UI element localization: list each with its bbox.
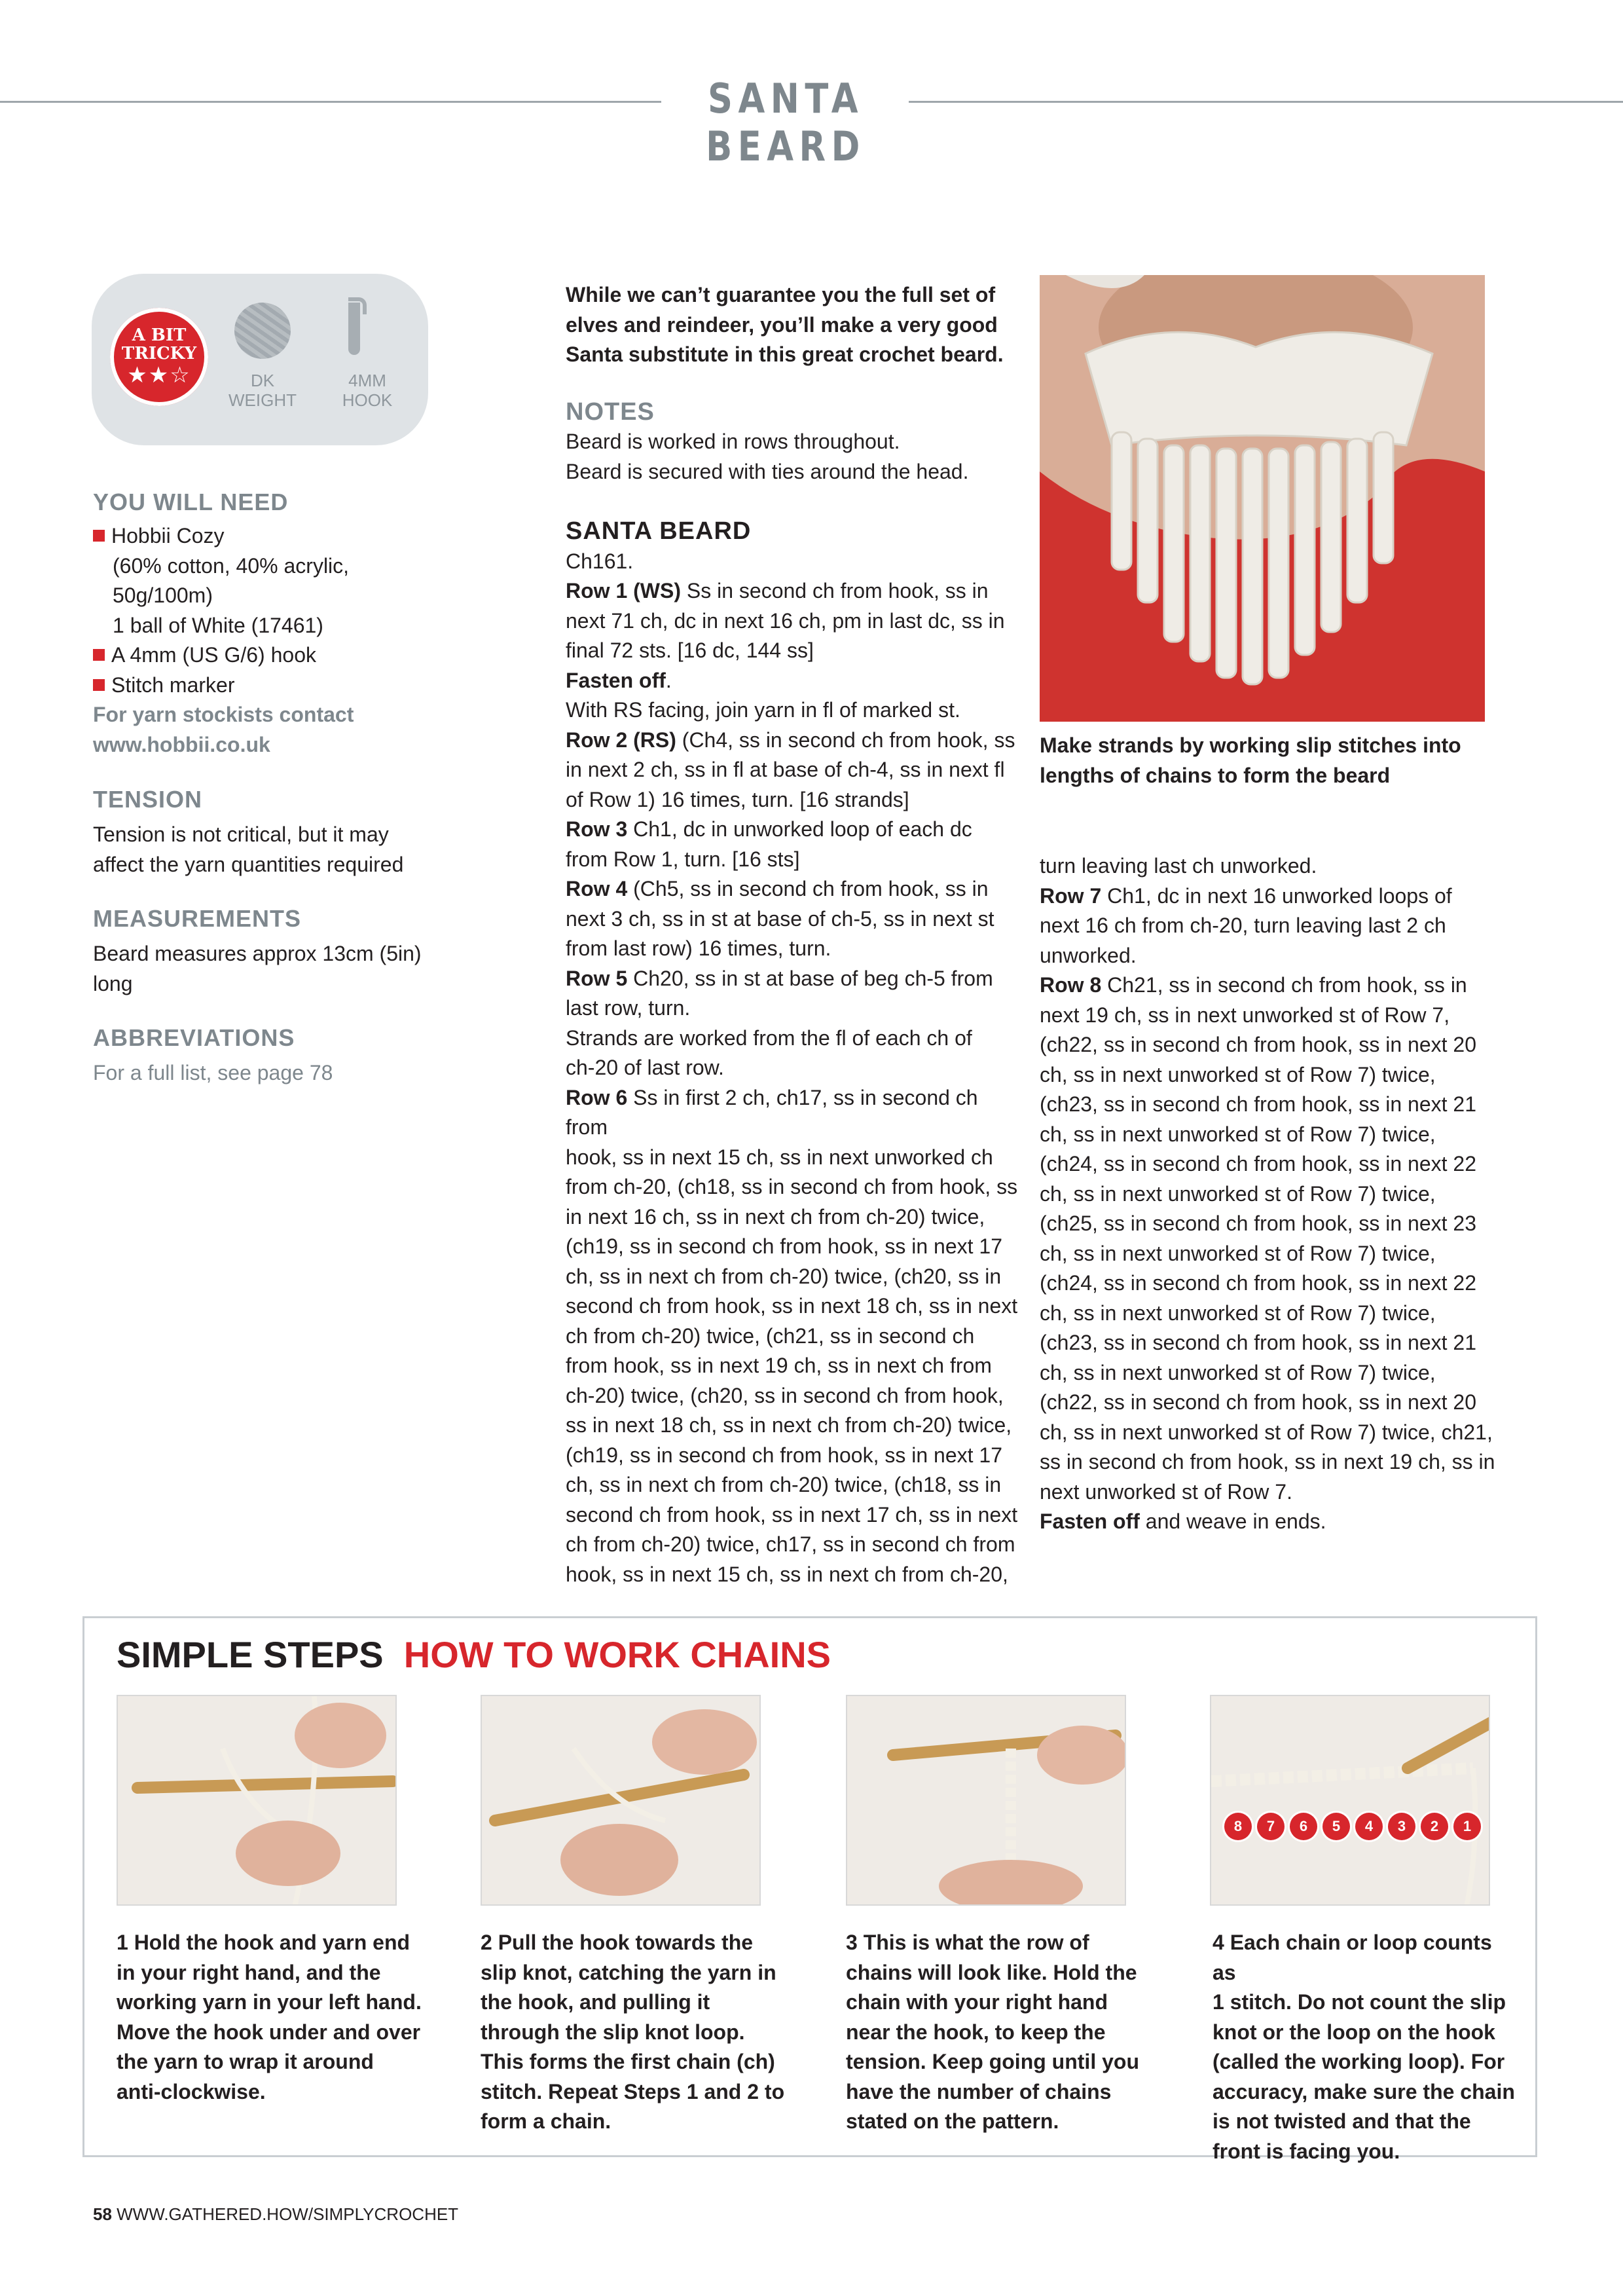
pattern-line: (ch25, ss in second ch from hook, ss in next 23 bbox=[1040, 1212, 1476, 1235]
page-footer bbox=[93, 2204, 458, 2225]
pattern-line: next unworked st of Row 7. bbox=[1040, 1479, 1292, 1504]
intro-line: elves and reindeer, you’ll make a very good bbox=[566, 312, 998, 337]
pattern-line: final 72 sts. [16 dc, 144 ss] bbox=[566, 639, 814, 662]
notes-heading: NOTES bbox=[566, 398, 655, 426]
step-line: the hook, and pulling it bbox=[481, 1990, 710, 2014]
steps-title-black: SIMPLE STEPS bbox=[117, 1634, 384, 1675]
list-item-sub: (60% cotton, 40% acrylic, bbox=[113, 553, 350, 578]
step-line: Move the hook under and over bbox=[117, 2020, 421, 2044]
weight-line2: WEIGHT bbox=[228, 390, 297, 410]
step-line: 1 stitch. Do not count the slip bbox=[1213, 1990, 1506, 2014]
measurements-text bbox=[93, 939, 433, 999]
pattern-line: (ch22, ss in second ch from hook, ss in next 20 bbox=[1040, 1390, 1476, 1414]
pattern-row-3: Row 3 Ch1, dc in unworked loop of each dc bbox=[566, 817, 972, 841]
step-4-text: 4 Each chain or loop counts as 1 stitch. Do not count the slip knot or the loop on the hook (called the working loop). For accuracy, make sure the chain is not twisted and that the front is facing you. bbox=[1213, 1928, 1520, 2166]
right-column bbox=[1040, 851, 1498, 1537]
chain-number: 8 bbox=[1224, 1813, 1252, 1840]
abbreviations-text: For a full list, see page 78 bbox=[93, 1061, 333, 1084]
pattern-line: next 19 ch, ss in next unworked st of Row 7, bbox=[1040, 1003, 1450, 1027]
caption-line: Make strands by working slip stitches into bbox=[1040, 733, 1461, 757]
step-line: front is facing you. bbox=[1213, 2139, 1400, 2163]
pattern-line: next 3 ch, ss in st at base of ch-5, ss in next st bbox=[566, 906, 994, 931]
step-line: form a chain. bbox=[481, 2109, 611, 2133]
step-line: working yarn in your left hand. bbox=[117, 1990, 422, 2014]
step-line: the yarn to wrap it around bbox=[117, 2050, 374, 2073]
step-line: stitch. Repeat Steps 1 and 2 to bbox=[481, 2079, 785, 2103]
step-line: knot or the loop on the hook bbox=[1213, 2020, 1495, 2044]
list-item: A 4mm (US G/6) hook bbox=[93, 640, 433, 671]
hook-label bbox=[331, 371, 403, 410]
pattern-line: turn leaving last ch unworked. bbox=[1040, 854, 1317, 878]
step-line: have the number of chains bbox=[846, 2079, 1112, 2103]
hook-line2: HOOK bbox=[342, 390, 393, 410]
pattern-line: next 16 ch from ch-20, turn leaving last 2 ch bbox=[1040, 914, 1446, 937]
step-number: 4 bbox=[1213, 1931, 1224, 1954]
page-number: 58 bbox=[93, 2204, 112, 2224]
list-item: Hobbii Cozy bbox=[93, 521, 433, 551]
tension-heading: TENSION bbox=[93, 786, 203, 813]
pattern-line: ch from ch-20) twice, ch17, ss in second ch from bbox=[566, 1532, 1015, 1556]
step-3-illustration bbox=[847, 1696, 1126, 1906]
bullet-icon bbox=[93, 679, 105, 691]
tension-text bbox=[93, 820, 433, 880]
fasten-off-line: Fasten off. bbox=[566, 668, 672, 692]
step-number: 3 bbox=[846, 1931, 858, 1954]
step-1-photo bbox=[117, 1695, 397, 1906]
notes-line: Beard is secured with ties around the head. bbox=[566, 459, 969, 483]
pattern-line: ch, ss in next unworked st of Row 7) twice, bbox=[1040, 1301, 1436, 1325]
santa-beard-photo bbox=[1040, 275, 1485, 722]
pattern-line: (ch24, ss in second ch from hook, ss in next 22 bbox=[1040, 1152, 1476, 1176]
steps-title-red: HOW TO WORK CHAINS bbox=[403, 1634, 831, 1675]
pattern-line: ch-20) twice, (ch20, ss in second ch from hook, bbox=[566, 1383, 1004, 1407]
step-1-text: 1 Hold the hook and yarn end in your right hand, and the working yarn in your left hand. Move the hook under and over the yarn to wrap it around anti-clockwise. bbox=[117, 1928, 424, 2107]
measurements-heading: MEASUREMENTS bbox=[93, 905, 302, 932]
page-title: SANTA BEARD bbox=[706, 75, 866, 170]
fasten-off-final: Fasten off and weave in ends. bbox=[1040, 1509, 1326, 1533]
step-line: in your right hand, and the bbox=[117, 1960, 381, 1984]
pattern-line: ch, ss in next unworked st of Row 7) twice, ch21, bbox=[1040, 1420, 1493, 1444]
step-3-photo bbox=[846, 1695, 1126, 1906]
header-rule-left bbox=[0, 101, 661, 103]
step-line: (called the working loop). For bbox=[1213, 2050, 1505, 2073]
caption-line: lengths of chains to form the beard bbox=[1040, 763, 1391, 787]
bullet-icon bbox=[93, 530, 105, 542]
hook-line1: 4MM bbox=[348, 371, 386, 390]
chain-number-markers bbox=[1224, 1813, 1486, 1840]
pattern-line: (ch23, ss in second ch from hook, ss in next 21 bbox=[1040, 1092, 1476, 1116]
pattern-line: ch, ss in next unworked st of Row 7) twice, bbox=[1040, 1062, 1436, 1086]
yarn-ball-icon bbox=[234, 303, 291, 359]
star-rating: ★★☆ bbox=[127, 363, 191, 388]
step-line: through the slip knot loop. bbox=[481, 2020, 745, 2044]
pattern-row-8: Row 8 Ch21, ss in second ch from hook, ss in bbox=[1040, 973, 1467, 997]
pattern-line: ch, ss in next ch from ch-20) twice, (ch18, ss in bbox=[566, 1473, 1002, 1496]
pattern-line: (ch19, ss in second ch from hook, ss in next 17 bbox=[566, 1234, 1002, 1258]
pattern-line: next 71 ch, dc in next 16 ch, pm in last dc, ss in bbox=[566, 608, 1005, 633]
notes-line: Beard is worked in rows throughout. bbox=[566, 430, 900, 453]
list-item: Stitch marker bbox=[93, 671, 433, 701]
pattern-line: from hook, ss in next 19 ch, ss in next ch from bbox=[566, 1354, 992, 1377]
stockists-line: For yarn stockists contact bbox=[93, 703, 354, 726]
step-2-text: 2 Pull the hook towards the slip knot, catching the yarn in the hook, and pulling it through the slip knot loop. This forms the first chain (ch) stitch. Repeat Steps 1 and 2 to form a chain. bbox=[481, 1928, 788, 2137]
crochet-hook-icon bbox=[348, 303, 360, 355]
step-line: slip knot, catching the yarn in bbox=[481, 1960, 776, 1984]
pattern-line: Strands are worked from the fl of each ch of bbox=[566, 1026, 972, 1050]
list-item-sub: 50g/100m) bbox=[113, 583, 213, 607]
pattern-line: ch from ch-20) twice, (ch21, ss in second ch bbox=[566, 1324, 975, 1348]
you-will-need-heading: YOU WILL NEED bbox=[93, 489, 289, 515]
pattern-line: ch, ss in next unworked st of Row 7) twice, bbox=[1040, 1360, 1436, 1384]
pattern-row-7: Row 7 Ch1, dc in next 16 unworked loops of bbox=[1040, 883, 1452, 908]
pattern-line: ch, ss in next unworked st of Row 7) twice, bbox=[1040, 1241, 1436, 1265]
pattern-line: from last row) 16 times, turn. bbox=[566, 936, 831, 960]
pattern-line: (ch24, ss in second ch from hook, ss in next 22 bbox=[1040, 1271, 1476, 1295]
step-2-photo bbox=[481, 1695, 761, 1906]
chain-number: 2 bbox=[1421, 1813, 1448, 1840]
intro-line: Santa substitute in this great crochet beard. bbox=[566, 343, 1004, 366]
chain-number: 7 bbox=[1257, 1813, 1285, 1840]
you-will-need-list bbox=[93, 521, 433, 760]
chain-number: 1 bbox=[1453, 1813, 1481, 1840]
pattern-line: unworked. bbox=[1040, 943, 1137, 967]
chain-number: 6 bbox=[1290, 1813, 1317, 1840]
pattern-line: (ch23, ss in second ch from hook, ss in next 21 bbox=[1040, 1331, 1476, 1354]
chain-number: 3 bbox=[1388, 1813, 1415, 1840]
step-4-illustration bbox=[1211, 1696, 1490, 1906]
step-line: near the hook, to keep the bbox=[846, 2020, 1106, 2044]
pattern-line: With RS facing, join yarn in fl of marked st. bbox=[566, 698, 960, 722]
step-line: chain with your right hand bbox=[846, 1990, 1108, 2014]
pattern-heading: SANTA BEARD bbox=[566, 517, 752, 545]
tension-line: Tension is not critical, but it may bbox=[93, 823, 389, 846]
middle-column bbox=[566, 280, 1024, 1589]
pattern-line: (ch22, ss in second ch from hook, ss in next 20 bbox=[1040, 1033, 1476, 1056]
pattern-line: ch-20 of last row. bbox=[566, 1056, 724, 1079]
pattern-row-4: Row 4 (Ch5, ss in second ch from hook, ss in bbox=[566, 877, 989, 900]
pattern-line: hook, ss in next 15 ch, ss in next unworked ch bbox=[566, 1145, 993, 1169]
difficulty-badge bbox=[110, 308, 208, 406]
step-line: anti-clockwise. bbox=[117, 2079, 266, 2103]
pattern-row-6: Row 6 Ss in first 2 ch, ch17, ss in second ch from bbox=[566, 1085, 978, 1139]
step-line: chains will look like. Hold the bbox=[846, 1960, 1137, 1984]
step-line: is not twisted and that the bbox=[1213, 2109, 1471, 2133]
step-line: tension. Keep going until you bbox=[846, 2050, 1139, 2073]
list-item-sub: 1 ball of White (17461) bbox=[113, 613, 323, 637]
intro-line: While we can’t guarantee you the full set of bbox=[566, 283, 996, 306]
step-line: This forms the first chain (ch) bbox=[481, 2050, 775, 2073]
pattern-line: of Row 1) 16 times, turn. [16 strands] bbox=[566, 787, 909, 811]
header-rule-right bbox=[909, 101, 1623, 103]
badge-line2: TRICKY bbox=[121, 344, 197, 363]
step-2-illustration bbox=[482, 1696, 761, 1906]
badge-line1: A BIT bbox=[132, 325, 187, 345]
pattern-line: ch, ss in next unworked st of Row 7) twice, bbox=[1040, 1122, 1436, 1146]
chain-number: 4 bbox=[1355, 1813, 1383, 1840]
abbreviations-heading: ABBREVIATIONS bbox=[93, 1024, 295, 1051]
step-4-photo bbox=[1210, 1695, 1490, 1906]
pattern-line: in next 16 ch, ss in next ch from ch-20) twice, bbox=[566, 1204, 985, 1229]
step-3-text: 3 This is what the row of chains will look like. Hold the chain with your right hand near the hook, to keep the tension. Keep going until you have the number of chains stated on the pattern. bbox=[846, 1928, 1154, 2137]
step-line: stated on the pattern. bbox=[846, 2109, 1059, 2133]
pattern-line: hook, ss in next 15 ch, ss in next ch from ch-20, bbox=[566, 1562, 1008, 1586]
weight-label bbox=[227, 371, 299, 410]
pattern-line: from ch-20, (ch18, ss in second ch from hook, ss bbox=[566, 1175, 1018, 1198]
chain-number: 5 bbox=[1322, 1813, 1350, 1840]
simple-steps-title bbox=[117, 1633, 831, 1676]
pattern-row-5: Row 5 Ch20, ss in st at base of beg ch-5 from bbox=[566, 966, 993, 990]
step-number: 1 bbox=[117, 1931, 128, 1954]
pattern-line: from Row 1, turn. [16 sts] bbox=[566, 847, 800, 871]
pattern-row-2: Row 2 (RS) (Ch4, ss in second ch from hook, ss bbox=[566, 728, 1015, 752]
pattern-line: in next 2 ch, ss in fl at base of ch-4, ss in next fl bbox=[566, 758, 1005, 781]
pattern-line: ch, ss in next unworked st of Row 7) twice, bbox=[1040, 1181, 1436, 1206]
pattern-line: second ch from hook, ss in next 18 ch, ss in next bbox=[566, 1294, 1018, 1318]
step-1-illustration bbox=[118, 1696, 397, 1906]
pattern-line: second ch from hook, ss in next 17 ch, ss in next bbox=[566, 1502, 1018, 1527]
pattern-line: Ch161. bbox=[566, 549, 634, 573]
measurements-line: Beard measures approx 13cm (5in) bbox=[93, 942, 422, 965]
stockists-link[interactable]: www.hobbii.co.uk bbox=[93, 732, 270, 756]
pattern-row-1: Row 1 (WS) Ss in second ch from hook, ss in bbox=[566, 579, 989, 602]
measurements-line: long bbox=[93, 971, 133, 995]
step-number: 2 bbox=[481, 1931, 492, 1954]
photo-caption bbox=[1040, 731, 1485, 790]
pattern-line: (ch19, ss in second ch from hook, ss in next 17 bbox=[566, 1443, 1002, 1467]
weight-line1: DK bbox=[250, 371, 275, 390]
pattern-line: ch, ss in next ch from ch-20) twice, (ch20, ss in bbox=[566, 1264, 1002, 1288]
pattern-line: ss in second ch from hook, ss in next 19 ch, ss in bbox=[1040, 1450, 1495, 1473]
pattern-line: ss in next 18 ch, ss in next ch from ch-20) twice, bbox=[566, 1413, 1012, 1437]
step-line: accuracy, make sure the chain bbox=[1213, 2079, 1515, 2103]
bullet-icon bbox=[93, 649, 105, 661]
tension-line: affect the yarn quantities required bbox=[93, 852, 404, 876]
beard-illustration bbox=[1040, 275, 1485, 722]
pattern-line: last row, turn. bbox=[566, 996, 691, 1020]
footer-url[interactable]: WWW.GATHERED.HOW/SIMPLYCROCHET bbox=[111, 2204, 459, 2224]
